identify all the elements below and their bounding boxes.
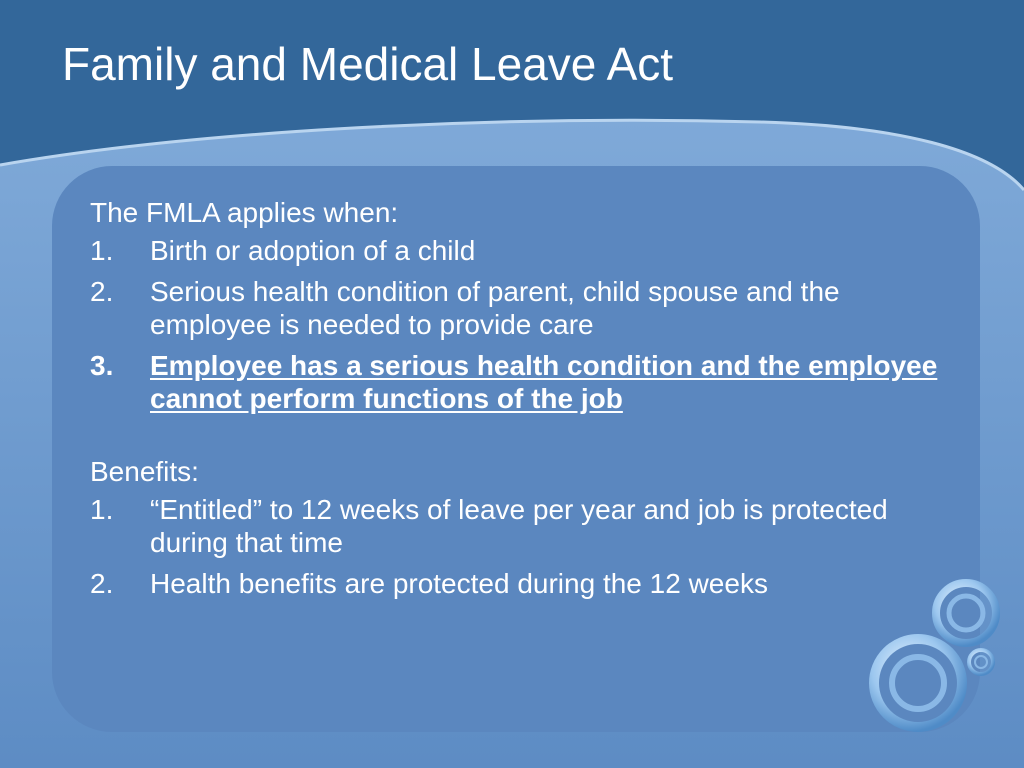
list-item-number: 2. [90,568,114,599]
benefits-list [90,493,960,600]
list-item-number: 1. [90,235,114,266]
list-item-number: 3. [90,350,114,381]
list-item-text: Birth or adoption of a child [150,235,476,266]
list-item [90,275,960,341]
list-item-number: 1. [90,494,114,525]
list-item-text: Health benefits are protected during the 12 weeks [150,568,768,599]
list-item [90,234,960,267]
applies-list [90,234,960,415]
list-item-emphasized [90,349,960,415]
list-item-text: “Entitled” to 12 weeks of leave per year and job is protected during that time [150,494,888,558]
list-item-text: Serious health condition of parent, child spouse and the employee is needed to provide care [150,276,840,340]
list-item [90,493,960,559]
applies-heading: The FMLA applies when: [90,197,399,228]
list-item-number: 2. [90,276,114,307]
list-item-text: Employee has a serious health condition and the employee cannot perform functions of the job [150,350,938,414]
section-spacer [90,415,960,455]
list-item [90,567,960,600]
slide-body [90,196,960,600]
benefits-heading: Benefits: [90,456,199,487]
slide-title: Family and Medical Leave Act [62,38,674,90]
